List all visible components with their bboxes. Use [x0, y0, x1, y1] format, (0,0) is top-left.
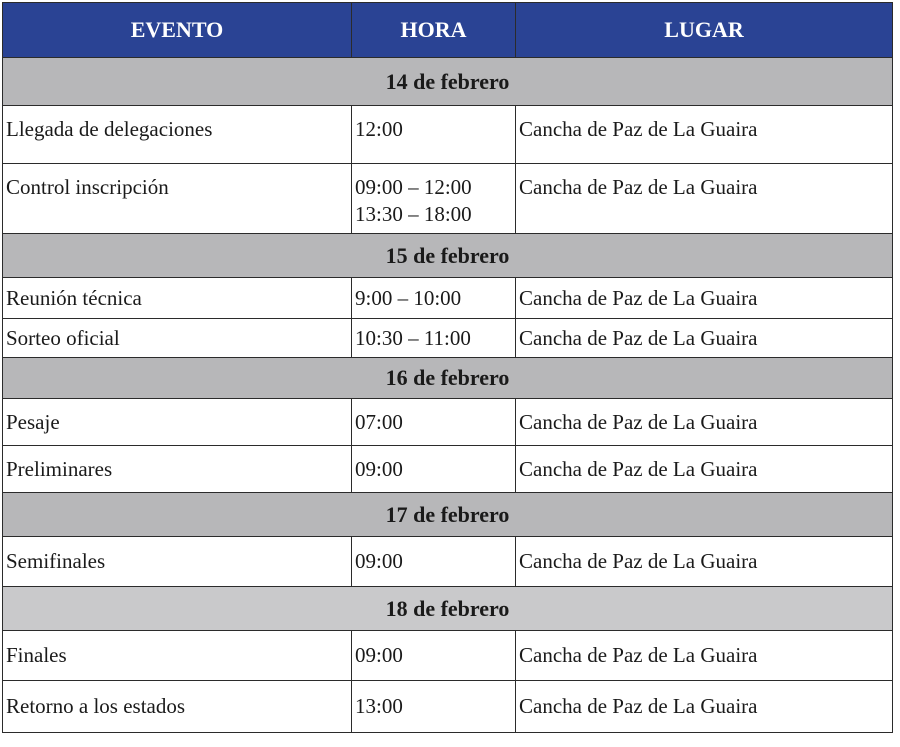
hora-cell: 9:00 – 10:00 — [352, 278, 516, 319]
evento-cell: Semifinales — [3, 537, 352, 587]
hora-cell: 12:00 — [352, 106, 516, 164]
table-row — [3, 278, 893, 319]
table-row — [3, 319, 893, 358]
lugar-cell: Cancha de Paz de La Guaira — [516, 278, 893, 319]
lugar-cell: Cancha de Paz de La Guaira — [516, 399, 893, 446]
header-row — [3, 3, 893, 58]
date-row — [3, 358, 893, 399]
lugar-cell: Cancha de Paz de La Guaira — [516, 681, 893, 733]
header-lugar: LUGAR — [516, 3, 893, 58]
table-row — [3, 106, 893, 164]
lugar-cell: Cancha de Paz de La Guaira — [516, 446, 893, 493]
date-row — [3, 58, 893, 106]
hora-cell: 07:00 — [352, 399, 516, 446]
hora-cell: 10:30 – 11:00 — [352, 319, 516, 358]
date-label: 18 de febrero — [3, 587, 893, 631]
table-row — [3, 631, 893, 681]
date-row — [3, 493, 893, 537]
evento-cell: Reunión técnica — [3, 278, 352, 319]
evento-cell: Control inscripción — [3, 164, 352, 234]
table-row — [3, 537, 893, 587]
table-row — [3, 164, 893, 234]
evento-cell: Preliminares — [3, 446, 352, 493]
hora-cell: 09:00 — [352, 537, 516, 587]
header-hora: HORA — [352, 3, 516, 58]
evento-cell: Llegada de delegaciones — [3, 106, 352, 164]
table-row — [3, 399, 893, 446]
hora-cell: 13:00 — [352, 681, 516, 733]
date-label: 16 de febrero — [3, 358, 893, 399]
header-evento: EVENTO — [3, 3, 352, 58]
hora-cell: 09:00 — [352, 446, 516, 493]
lugar-cell: Cancha de Paz de La Guaira — [516, 631, 893, 681]
lugar-cell: Cancha de Paz de La Guaira — [516, 319, 893, 358]
evento-cell: Pesaje — [3, 399, 352, 446]
date-row — [3, 587, 893, 631]
table-row — [3, 681, 893, 733]
date-label: 14 de febrero — [3, 58, 893, 106]
evento-cell: Sorteo oficial — [3, 319, 352, 358]
evento-cell: Finales — [3, 631, 352, 681]
lugar-cell: Cancha de Paz de La Guaira — [516, 164, 893, 234]
hora-cell: 09:00 — [352, 631, 516, 681]
evento-cell: Retorno a los estados — [3, 681, 352, 733]
date-label: 17 de febrero — [3, 493, 893, 537]
date-label: 15 de febrero — [3, 234, 893, 278]
hora-cell: 09:00 – 12:00 13:30 – 18:00 — [352, 164, 516, 234]
lugar-cell: Cancha de Paz de La Guaira — [516, 106, 893, 164]
table-row — [3, 446, 893, 493]
date-row — [3, 234, 893, 278]
lugar-cell: Cancha de Paz de La Guaira — [516, 537, 893, 587]
schedule-table — [2, 2, 893, 733]
